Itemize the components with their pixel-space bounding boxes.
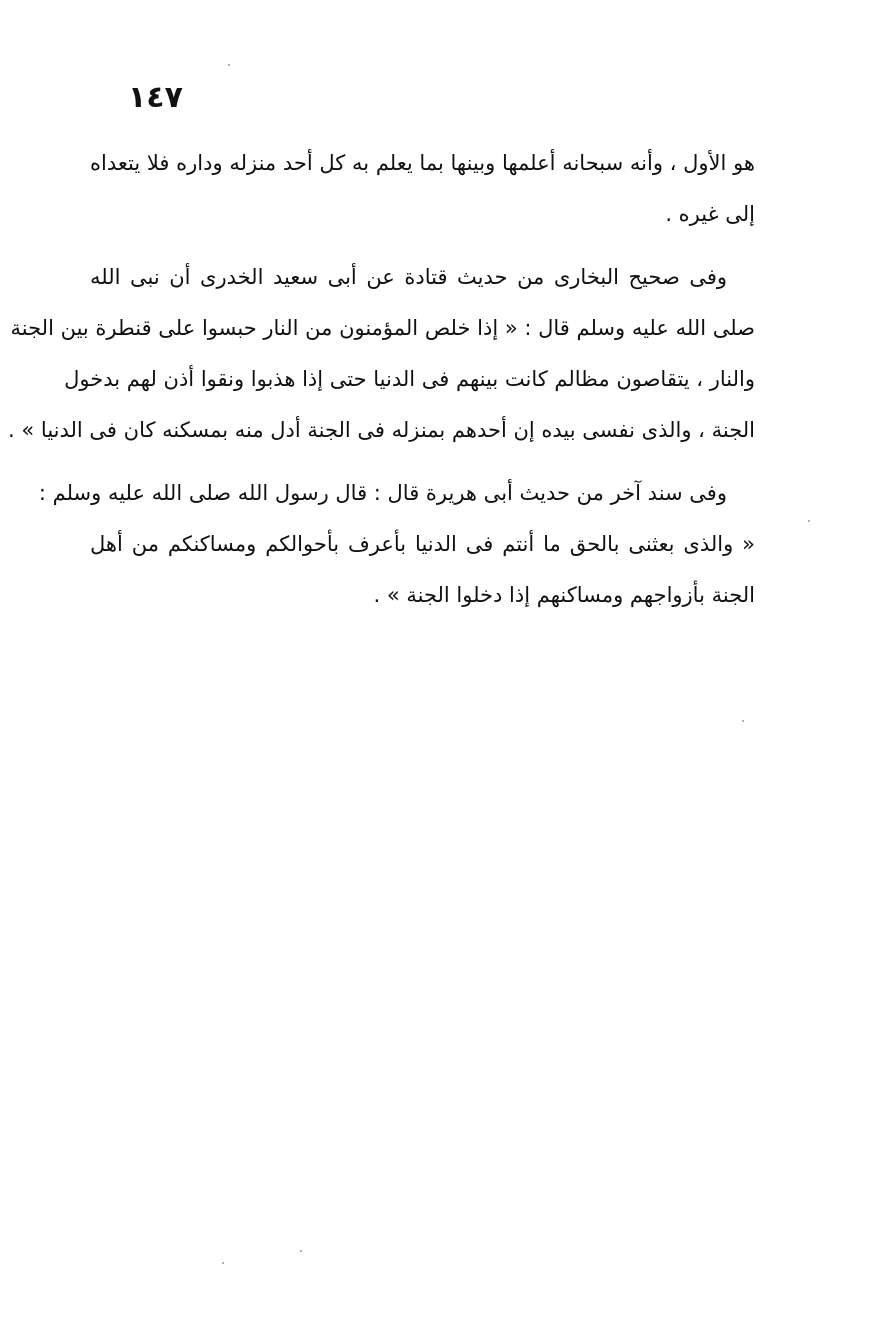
paragraph-2 xyxy=(8,252,755,456)
scan-speck xyxy=(742,720,744,722)
text-line: الجنة ، والذى نفسى بيده إن أحدهم بمنزله فى الجنة أدل منه بمسكنه كان فى الدنيا » . xyxy=(8,418,755,442)
text-line: وفى صحيح البخارى من حديث قتادة عن أبى سعيد الخدرى أن نبى الله xyxy=(90,265,727,289)
text-line: وفى سند آخر من حديث أبى هريرة قال : قال رسول الله صلى الله عليه وسلم : xyxy=(38,481,727,505)
scan-speck xyxy=(300,1250,302,1252)
text-line: الجنة بأزواجهم ومساكنهم إذا دخلوا الجنة » . xyxy=(373,583,755,607)
scan-speck xyxy=(228,64,230,66)
text-line: إلى غيره . xyxy=(665,202,755,226)
text-line: صلى الله عليه وسلم قال : « إذا خلص المؤمنون من النار حبسوا على قنطرة بين الجنة xyxy=(10,316,755,340)
scan-speck xyxy=(808,520,810,522)
paragraph-1 xyxy=(90,138,755,240)
scan-speck xyxy=(222,1262,224,1264)
text-line: هو الأول ، وأنه سبحانه أعلمها وبينها بما يعلم به كل أحد منزله وداره فلا يتعداه xyxy=(90,151,755,175)
page-number: ١٤٧ xyxy=(128,80,183,115)
body-text xyxy=(8,138,755,621)
text-line: والنار ، يتقاصون مظالم كانت بينهم فى الدنيا حتى إذا هذبوا ونقوا أذن لهم بدخول xyxy=(64,367,755,391)
paragraph-3 xyxy=(38,468,755,621)
text-line: « والذى بعثنى بالحق ما أنتم فى الدنيا بأعرف بأحوالكم ومساكنكم من أهل xyxy=(90,532,755,556)
